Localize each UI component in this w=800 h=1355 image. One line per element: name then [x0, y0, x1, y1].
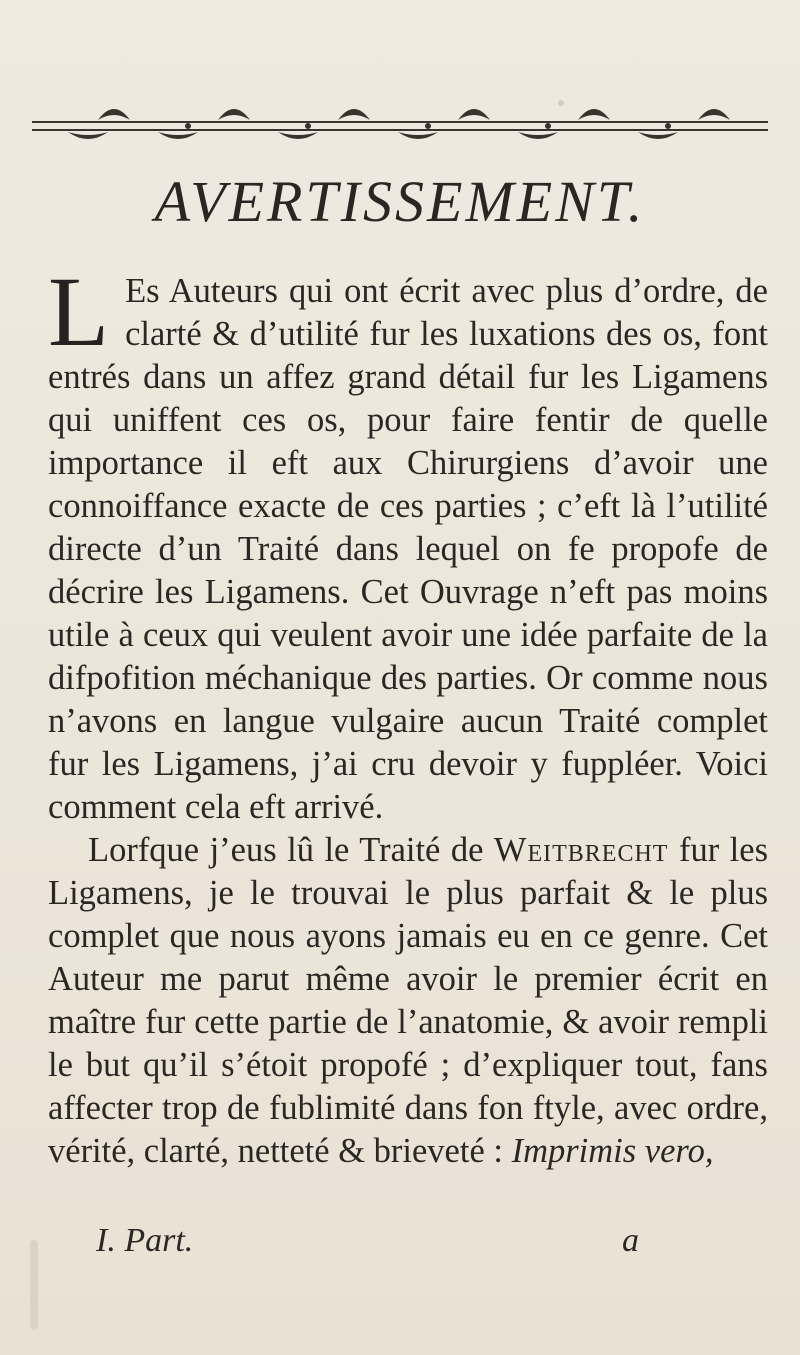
latin-phrase: Imprimis vero,	[511, 1132, 714, 1170]
page-footer	[48, 1222, 768, 1268]
ornamental-band	[28, 92, 772, 152]
author-name: Weitbrecht	[493, 831, 669, 869]
paragraph-2	[48, 829, 768, 1173]
paragraph-1-text: Es Auteurs qui ont écrit avec plus d’ordre, de clarté & d’utilité fur les luxations des os, font entrés dans un affez grand détail fur les Ligamens qui uniffent ces os, pour faire fentir de quelle importance il eft aux Chirurgiens d’avoir une connoiffance exacte de ces parties ; c’eft là l’utilité directe d’un Traité dans lequel on fe propofe de décrire les Ligamens. Cet Ouvrage n’eft pas moins utile à ceux qui veulent avoir une idée parfaite de la difpofition méchanique des parties. Or comme nous n’avons en langue vulgaire aucun Traité complet fur les Ligamens, j’ai cru devoir y fuppléer. Voici comment cela eft arrivé.	[48, 272, 768, 826]
page-title: AVERTISSEMENT.	[154, 169, 646, 234]
body-text	[48, 256, 768, 1173]
drop-cap: L	[48, 256, 110, 367]
paragraph-2-body: fur les Ligamens, je le trouvai le plus parfait & le plus complet que nous ayons jamais eu en ce genre. Cet Auteur me parut même avoir le premier écrit en maître fur cette partie de l’anatomie, & avoir rempli le but qu’il s’étoit propofé ; d’expliquer tout, fans affecter trop de fublimité dans fon ftyle, avec ordre, vérité, clarté, netteté & brieveté :	[48, 831, 768, 1170]
part-marker: I. Part.	[96, 1222, 194, 1259]
foxing-spot	[558, 100, 564, 106]
signature-mark: a	[622, 1222, 639, 1259]
paragraph-2-lead: Lorfque j’eus lû le Traité de	[88, 831, 494, 869]
paragraph-1	[48, 256, 768, 829]
foxing-spot	[30, 1240, 38, 1330]
